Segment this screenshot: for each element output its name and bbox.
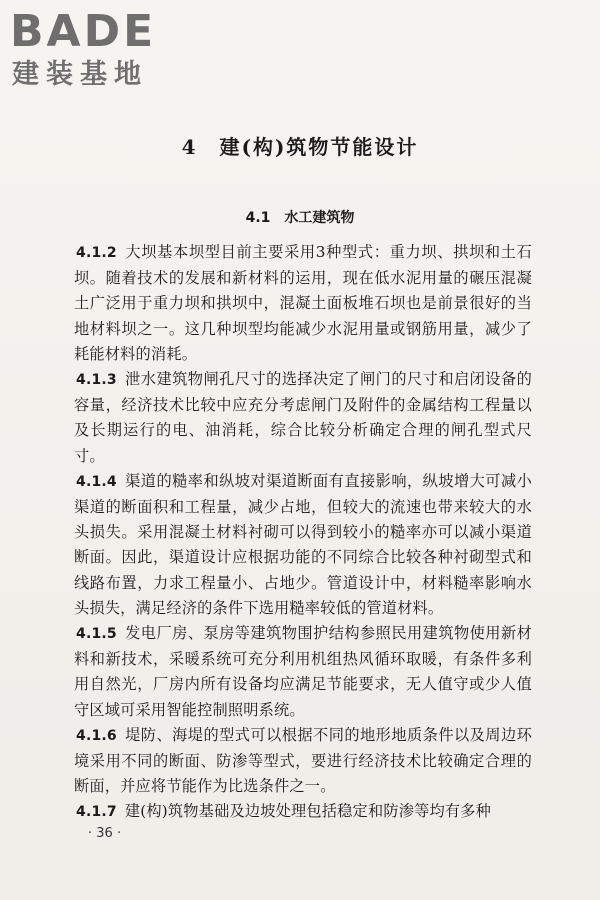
clause-4-1-7 <box>74 799 532 825</box>
clause-4-1-2 <box>74 240 532 367</box>
clause-number: 4.1.3 <box>76 372 117 389</box>
chapter-title: 4 建(构)筑物节能设计 <box>181 135 419 159</box>
clause-number: 4.1.2 <box>76 245 117 261</box>
body-text <box>74 240 532 826</box>
clause-4-1-3 <box>74 367 532 469</box>
page-number: · 36 · <box>88 826 122 841</box>
clause-number: 4.1.7 <box>76 804 117 821</box>
clause-number: 4.1.5 <box>76 626 117 643</box>
clause-text: 渠道的糙率和纵坡对渠道断面有直接影响，纵坡增大可减小渠道的断面积和工程量，减少占地，但较大的流速也带来较大的水头损失。采用混凝土材料衬砌可以得到较小的糙率亦可以减小渠道断面。因此，渠道设计应根据功能的不同综合比较各种衬砌型式和线路布置，力求工程量小、占地少。管道设计中，材料糙率影响水头损失，满足经济的条件下选用糙率较低的管道材料。 <box>74 471 532 617</box>
clause-text: 泄水建筑物闸孔尺寸的选择决定了闸门的尺寸和启闭设备的容量，经济技术比较中应充分考虑闸门及附件的金属结构工程量以及长期运行的电、油消耗，综合比较分析确定合理的闸孔型式尺寸。 <box>74 370 532 465</box>
logo-name-en: BADE <box>10 6 157 57</box>
clause-text: 发电厂房、泵房等建筑物围护结构参照民用建筑物使用新材料和新技术，采暖系统可充分利用机组热风循环取暖，有条件多利用自然光，厂房内所有设备均应满足节能要求，无人值守或少人值守区域可采用智能控制照明系统。 <box>74 624 532 719</box>
bade-logo <box>8 4 178 94</box>
clause-4-1-4 <box>74 469 532 621</box>
clause-number: 4.1.6 <box>76 727 117 744</box>
clause-text: 大坝基本坝型目前主要采用3种型式：重力坝、拱坝和土石坝。随着技术的发展和新材料的运用，现在低水泥用量的碾压混凝土广泛用于重力坝和拱坝中，混凝土面板堆石坝也是前景很好的当地材料坝之一。这几种坝型均能减少水泥用量或钢筋用量，减少了耗能材料的消耗。 <box>74 243 532 363</box>
clause-text: 堤防、海堤的型式可以根据不同的地形地质条件以及周边环境采用不同的断面、防渗等型式，要进行经济技术比较确定合理的断面，并应将节能作为比选条件之一。 <box>74 725 532 796</box>
logo-name-cn: 建装基地 <box>12 59 148 90</box>
clause-number: 4.1.4 <box>76 473 117 490</box>
clause-4-1-5 <box>74 621 532 723</box>
section-title: 4.1 水工建筑物 <box>245 210 355 226</box>
clause-4-1-6 <box>74 723 532 800</box>
clause-text: 建(构)筑物基础及边坡处理包括稳定和防渗等均有多种 <box>124 802 492 821</box>
